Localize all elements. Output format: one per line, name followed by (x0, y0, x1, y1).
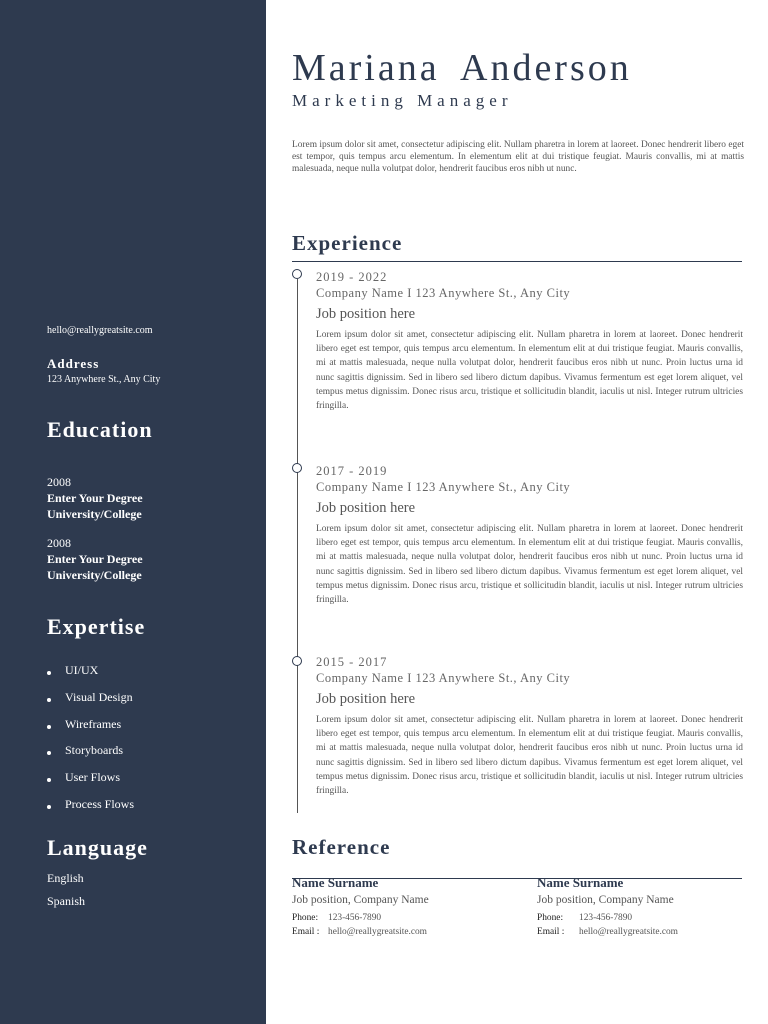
address-heading: Address (47, 356, 100, 371)
job-years: 2017 - 2019 (316, 464, 388, 478)
reference-entry (292, 875, 497, 937)
expertise-heading: Expertise (47, 614, 146, 639)
expertise-item: User Flows (47, 770, 134, 797)
language-item: English (47, 871, 84, 885)
reference-email-row (537, 927, 742, 937)
experience-divider (292, 261, 742, 262)
candidate-name: Mariana Anderson (292, 47, 632, 89)
job-years: 2015 - 2017 (316, 655, 388, 669)
language-item: Spanish (47, 894, 86, 908)
job-years: 2019 - 2022 (316, 270, 388, 284)
education-school: University/College (47, 507, 142, 521)
education-year: 2008 (47, 536, 71, 550)
education-heading: Education (47, 417, 153, 442)
timeline-dot-icon (292, 269, 302, 279)
job-title: Marketing Manager (292, 91, 513, 110)
education-entry (47, 535, 143, 583)
reference-job: Job position, Company Name (292, 894, 429, 906)
timeline-dot-icon (292, 463, 302, 473)
expertise-item: Process Flows (47, 797, 134, 824)
education-year: 2008 (47, 475, 71, 489)
phone-label: Phone: (537, 913, 564, 923)
bullet-icon (47, 805, 51, 809)
education-entry (47, 474, 143, 522)
reference-name: Name Surname (292, 875, 379, 890)
bullet-icon (47, 778, 51, 782)
experience-heading: Experience (292, 231, 403, 255)
timeline-dot-icon (292, 656, 302, 666)
reference-phone: 123-456-7890 (328, 913, 382, 923)
language-heading: Language (47, 835, 148, 860)
email-label: Email : (292, 927, 320, 937)
job-company: Company Name I 123 Anywhere St., Any City (316, 671, 571, 685)
education-degree: Enter Your Degree (47, 552, 143, 566)
job-position: Job position here (316, 691, 416, 707)
bullet-icon (47, 698, 51, 702)
reference-name: Name Surname (537, 875, 624, 890)
education-school: University/College (47, 568, 142, 582)
email-label: Email : (537, 927, 565, 937)
job-position: Job position here (316, 500, 416, 516)
job-description: Lorem ipsum dolor sit amet, consectetur adipiscing elit. Nullam pharetra in lorem at laoreet. Donec hendrerit libero eget est tempor, quis tempus arcu elementum. In elementum elit at dui tristique feugiat. Mauris convallis, mi at mattis malesuada, neque nulla volutpat dolor, hendrerit faucibus eros nibh ut nunc. Proin luctus urna id nunc sagittis dignissim. Sed in libero sed libero dictum dapibus. Vivamus fermentum est eget lorem aliquet, vel tempus metus dignissim. Donec risus arcu, tristique et sollicitudin blandit, iaculis ut nisl. Integer rutrum ultricies fringilla. (316, 715, 743, 797)
experience-entry (316, 654, 743, 798)
experience-entry (316, 269, 743, 413)
reference-phone: 123-456-7890 (579, 913, 633, 923)
bullet-icon (47, 671, 51, 675)
job-company: Company Name I 123 Anywhere St., Any City (316, 286, 571, 300)
job-position: Job position here (316, 306, 416, 322)
reference-email: hello@reallygreatsite.com (328, 927, 427, 937)
expertise-list (47, 663, 134, 824)
profile-summary: Lorem ipsum dolor sit amet, consectetur adipiscing elit. Nullam pharetra in lorem at laoreet. Donec hendrerit libero eget est tempor, quis tempus arcu elementum. In elementum elit at dui tristique feugiat. Mauris convallis, mi at mattis malesuada, neque nulla volutpat dolor, hendrerit faucibus eros nibh ut nunc. (292, 140, 744, 175)
expertise-item: Wireframes (47, 717, 134, 744)
job-company: Company Name I 123 Anywhere St., Any City (316, 480, 571, 494)
address: 123 Anywhere St., Any City (47, 374, 161, 385)
bullet-icon (47, 725, 51, 729)
job-description: Lorem ipsum dolor sit amet, consectetur adipiscing elit. Nullam pharetra in lorem at laoreet. Donec hendrerit libero eget est tempor, quis tempus arcu elementum. In elementum elit at dui tristique feugiat. Mauris convallis, mi at mattis malesuada, neque nulla volutpat dolor, hendrerit faucibus eros nibh ut nunc. Proin luctus urna id nunc sagittis dignissim. Sed in libero sed libero dictum dapibus. Vivamus fermentum est eget lorem aliquet, vel tempus metus dignissim. Donec risus arcu, tristique et sollicitudin blandit, iaculis ut nisl. Integer rutrum ultricies fringilla. (316, 524, 743, 606)
bullet-icon (47, 751, 51, 755)
expertise-item: Visual Design (47, 690, 134, 717)
experience-entry (316, 463, 743, 607)
sidebar (0, 0, 266, 1024)
reference-phone-row (292, 913, 497, 923)
phone-label: Phone: (292, 913, 319, 923)
education-degree: Enter Your Degree (47, 491, 143, 505)
reference-job: Job position, Company Name (537, 894, 674, 906)
reference-email: hello@reallygreatsite.com (579, 927, 678, 937)
expertise-item: Storyboards (47, 743, 134, 770)
reference-email-row (292, 927, 497, 937)
timeline-line (297, 279, 298, 813)
job-description: Lorem ipsum dolor sit amet, consectetur adipiscing elit. Nullam pharetra in lorem at laoreet. Donec hendrerit libero eget est tempor, quis tempus arcu elementum. In elementum elit at dui tristique feugiat. Mauris convallis, mi at mattis malesuada, neque nulla volutpat dolor, hendrerit faucibus eros nibh ut nunc. Proin luctus urna id nunc sagittis dignissim. Sed in libero sed libero dictum dapibus. Vivamus fermentum est eget lorem aliquet, vel tempus metus dignissim. Donec risus arcu, tristique et sollicitudin blandit, iaculis ut nisl. Integer rutrum ultricies fringilla. (316, 330, 743, 412)
expertise-item: UI/UX (47, 663, 134, 690)
reference-entry (537, 875, 742, 937)
reference-phone-row (537, 913, 742, 923)
contact-email: hello@reallygreatsite.com (47, 325, 153, 336)
reference-heading: Reference (292, 835, 391, 859)
